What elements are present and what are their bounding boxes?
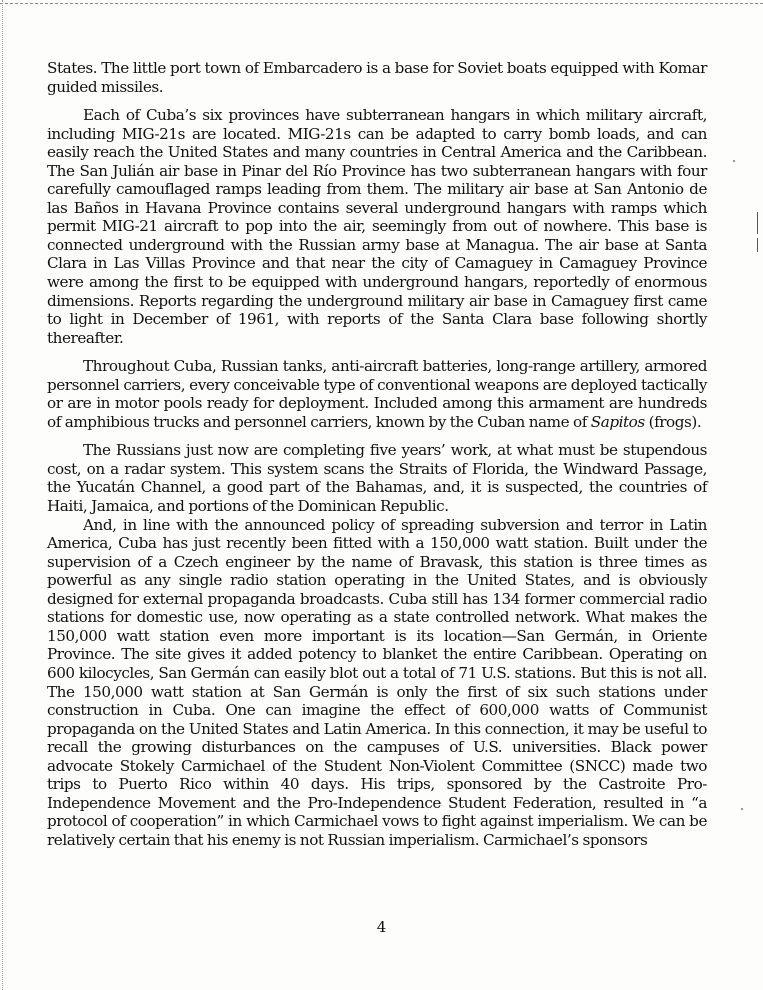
scan-mark	[757, 238, 758, 252]
paragraph-3-italic: Sapitos	[590, 412, 645, 431]
paragraph-5: And, in line with the announced policy of spreading subversion and terror in Latin America, Cuba has just recently been fitted with a 150,000 watt station. Built under the supervision of a Czech engineer by the name of Bravask, this station is three times as powerful as any single radio station operating in the United States, and is obviously designed for external propaganda broadcasts. Cuba still has 134 former commercial radio stations for domestic use, now operating as a state controlled network. What makes the 150,000 watt station even more important is its location—San Germán, in Oriente Province. The site gives it added potency to blanket the entire Caribbean. Operating on 600 kilocycles, San Germán can easily blot out a total of 71 U.S. stations. But this is not all. The 150,000 watt station at San Germán is only the first of six such stations under construction in Cuba. One can imagine the effect of 600,000 watts of Communist propaganda on the United States and Latin America. In this connection, it may be useful to recall the growing disturbances on the campuses of U.S. universities. Black power advocate Stokely Carmichael of the Student Non-Violent Committee (SNCC) made two trips to Puerto Rico within 40 days. His trips, sponsored by the Castroite Pro-Independence Movement and the Pro-Independence Student Federation, resulted in “a protocol of cooperation” in which Carmichael vows to fight against imperialism. We can be relatively certain that his enemy is not Russian imperialism. Carmichael’s sponsors	[47, 515, 707, 849]
paragraph-3	[47, 357, 707, 431]
paragraph-4: The Russians just now are completing five years’ work, at what must be stupendous cost, on a radar system. This system scans the Straits of Florida, the Windward Passage, the Yucatán Channel, a good part of the Bahamas, and, it is suspected, the countries of Haiti, Jamaica, and portions of the Dominican Republic.	[47, 441, 707, 516]
scan-top-edge	[0, 3, 763, 4]
body-text	[47, 59, 707, 849]
scan-mark	[757, 212, 758, 234]
scan-left-edge	[2, 0, 3, 990]
scan-speck	[741, 808, 743, 810]
paragraph-1: States. The little port town of Embarcadero is a base for Soviet boats equipped with Komar guided missiles.	[47, 59, 707, 96]
paragraph-2: Each of Cuba’s six provinces have subterranean hangars in which military aircraft, including MIG-21s are located. MIG-21s can be adapted to carry bomb loads, and can easily reach the United States and many countries in Central America and the Caribbean. The San Julián air base in Pinar del Río Province has two subterranean hangars with four carefully camouflaged ramps leading from them. The military air base at San Antonio de las Baños in Havana Province contains several underground hangars with ramps which permit MIG-21 aircraft to pop into the air, seemingly from out of nowhere. This base is connected underground with the Russian army base at Managua. The air base at Santa Clara in Las Villas Province and that near the city of Camaguey in Camaguey Province were among the first to be equipped with underground hangars, reportedly of enormous dimensions. Reports regarding the underground military air base in Camaguey first came to light in December of 1961, with reports of the Santa Clara base following shortly thereafter.	[47, 106, 707, 347]
page-number: 4	[376, 918, 387, 936]
paragraph-3-text: Throughout Cuba, Russian tanks, anti-aircraft batteries, long-range artillery, armored personnel carriers, every conceivable type of conventional weapons are deployed tactically or are in motor pools ready for deployment. Included among this armament are hundreds of amphibious trucks and personnel carriers, known by the Cuban name of	[47, 357, 707, 431]
scan-speck	[733, 160, 735, 162]
paragraph-3-text-end: (frogs).	[644, 412, 702, 431]
